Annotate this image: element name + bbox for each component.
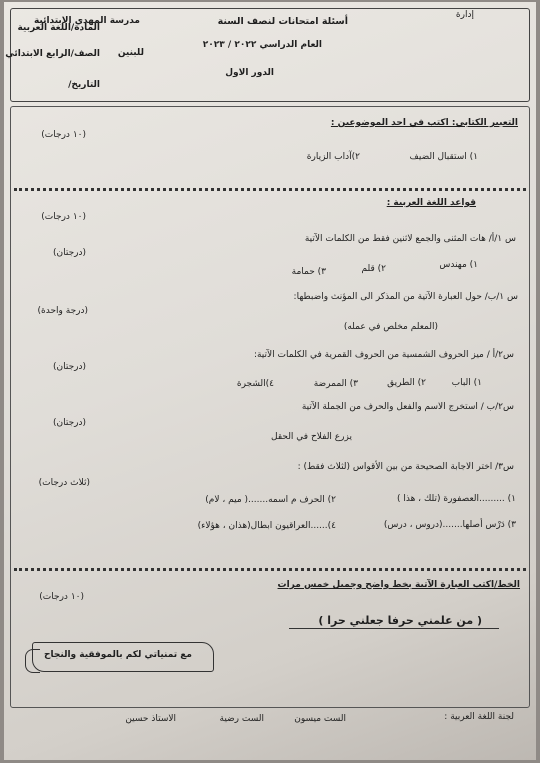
q2a: س٢/أ / ميز الحروف الشمسية من الحروف القمرية في الكلمات الآتية: — [253, 350, 514, 360]
q3-item-4: ٤)......العراقيون ابطال(هذان ، هؤلاء) — [197, 521, 336, 531]
subject: المادة/اللغة العربية — [17, 23, 100, 33]
q3-item-2: ٢) الحرف م اسمه.......( ميم ، لام) — [205, 495, 336, 505]
q1a: س ١/أ/ هات المثنى والجمع لاثنين فقط من الكلمات الآتية — [304, 234, 516, 244]
composition-heading: التعبير الكتابي: اكتب في احد الموضوعين : — [330, 118, 518, 128]
q3-marks: (ثلاث درجات) — [38, 478, 90, 488]
q2a-word-1: ١) الباب — [451, 378, 482, 388]
separator — [14, 188, 526, 191]
q2b-marks: (درجتان) — [52, 418, 86, 428]
q2a-word-3: ٣) الممرضة — [313, 379, 358, 389]
exam-paper — [4, 2, 536, 760]
school-year: العام الدراسي ٢٠٢٢ / ٢٠٢٣ — [202, 40, 322, 50]
handwriting-marks: (١٠ درجات) — [39, 592, 84, 602]
q1b: س ١/ب/ حول العبارة الآتية من المذكر الى المؤنث واضبطها: — [293, 292, 518, 302]
grammar-marks: (١٠ درجات) — [41, 212, 86, 222]
q2a-marks: (درجتان) — [52, 362, 86, 372]
teacher-2: الست رضية — [219, 714, 264, 724]
q1a-word-3: ٣) حمامة — [291, 267, 326, 277]
admin-label: إدارة — [455, 10, 474, 20]
teacher-3: الاستاذ حسين — [125, 714, 176, 724]
q2a-word-2: ٢) الطريق — [387, 378, 426, 388]
q3-item-3: ٣) دَرْس أصلها.......(دروس ، درس) — [383, 520, 516, 530]
q2b-sentence: يزرع الفلاح في الحقل — [271, 432, 352, 442]
date-label: التاريخ/ — [68, 80, 100, 90]
school-name: مدرسة المهدي الابتدائية — [33, 16, 140, 26]
exam-round: الدور الاول — [225, 68, 274, 78]
composition-topic-2: ٢)آداب الزيارة — [306, 152, 360, 162]
grade: الصف/الرابع الابتدائي — [5, 49, 100, 59]
proverb: ( من علمني حرفا جعلني حرا ) — [318, 614, 482, 627]
grammar-heading: قواعد اللغة العربية : — [386, 198, 476, 208]
q1b-sentence: (المعلم مخلص في عمله) — [343, 322, 438, 332]
exam-title: أسئلة امتحانات لنصف السنة — [217, 16, 348, 27]
q3: س٣/ اختر الاجابة الصحيحة من بين الأقواس (لثلاث فقط) : — [297, 462, 514, 472]
q2b: س٢/ب / استخرج الاسم والفعل والحرف من الجملة الآتية — [301, 402, 514, 412]
committee-label: لجنة اللغة العربية : — [444, 712, 514, 722]
q1a-marks: (درجتان) — [52, 248, 86, 258]
separator — [14, 568, 526, 571]
q1a-word-1: ١) مهندس — [439, 260, 478, 270]
composition-marks: (١٠ درجات) — [41, 130, 86, 140]
q1a-word-2: ٢) قلم — [361, 264, 386, 274]
q2a-word-4: ٤)الشجرة — [236, 379, 274, 389]
wishes-text: مع تمنياتي لكم بالموفقية والنجاح — [44, 650, 192, 660]
school-type: للبنين — [117, 48, 144, 58]
handwriting-heading: الخط/اكتب العبارة الآتية بخط واضح وجميل خمس مرات — [277, 580, 520, 590]
q3-item-1: ١) .........العصفورة (تلك ، هذا ) — [396, 494, 516, 504]
teacher-1: الست ميسون — [294, 714, 346, 724]
q1b-marks: (درجة واحدة) — [37, 306, 88, 316]
composition-topic-1: ١) استقبال الضيف — [409, 152, 478, 162]
